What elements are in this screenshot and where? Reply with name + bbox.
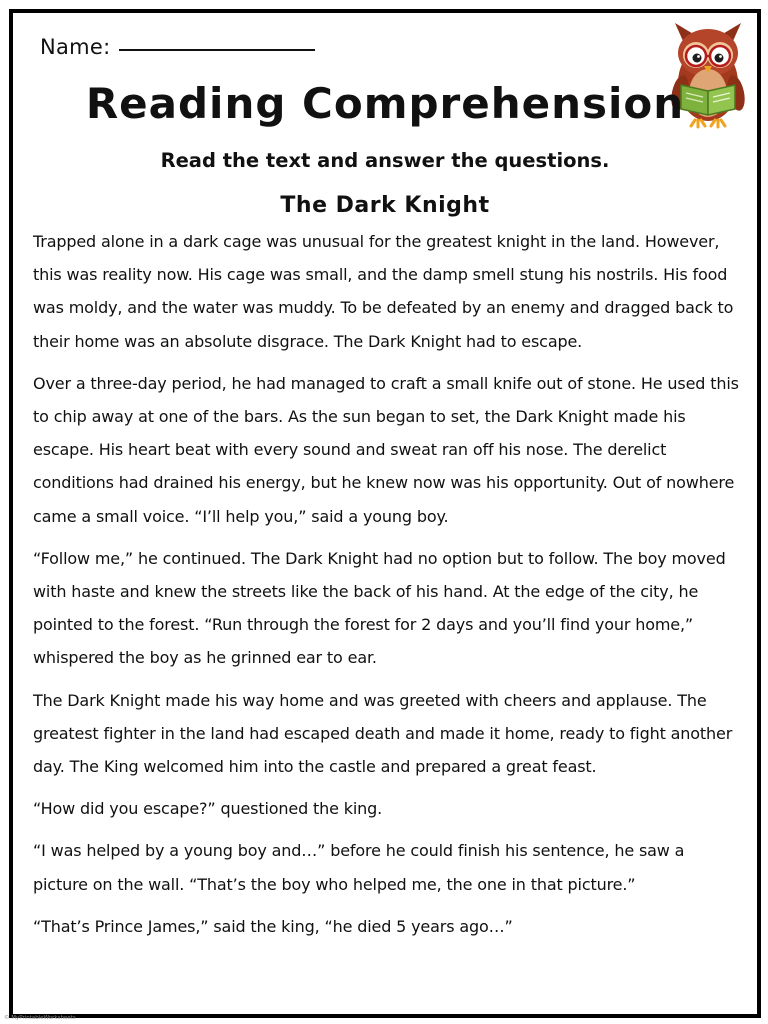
story-paragraph: “I was helped by a young boy and…” before he could finish his sentence, he saw a picture on the wall. “That’s the boy who helped me, the one in that picture.” xyxy=(33,841,685,894)
story-title: The Dark Knight xyxy=(280,193,490,218)
worksheet-page xyxy=(9,9,761,1018)
story-paragraph: The Dark Knight made his way home and was greeted with cheers and applause. The greatest fighter in the land had escaped death and made it home, ready to fight another day. The King welcomed him into the castle and prepared a great feast. xyxy=(33,690,733,777)
story-body xyxy=(33,225,739,952)
story-paragraph: Trapped alone in a dark cage was unusual for the greatest knight in the land. However, this was reality now. His cage was small, and the damp smell stung his nostrils. His food was moldy, and the water was muddy. To be defeated by an enemy and dragged back to their home was an absolute disgrace. The Dark Knight had to escape. xyxy=(33,232,734,351)
instructions-text: Read the text and answer the questions. xyxy=(160,149,610,172)
copyright-footer: © MyPrintableWorksheets xyxy=(4,1015,76,1021)
name-label: Name: xyxy=(40,35,111,59)
name-blank-line[interactable] xyxy=(119,49,315,51)
name-field[interactable] xyxy=(40,35,315,59)
story-paragraph: “How did you escape?” questioned the king. xyxy=(33,799,383,819)
story-paragraph: Over a three-day period, he had managed to craft a small knife out of stone. He used this to chip away at one of the bars. As the sun began to set, the Dark Knight made his escape. His heart beat with every sound and sweat ran off his nose. The derelict conditions had drained his energy, but he knew now was his opportunity. Out of nowhere came a small voice. “I’ll help you,” said a young boy. xyxy=(33,373,739,526)
page-title: Reading Comprehension xyxy=(85,79,685,128)
story-paragraph: “Follow me,” he continued. The Dark Knight had no option but to follow. The boy moved with haste and knew the streets like the back of his hand. At the edge of the city, he pointed to the forest. “Run through the forest for 2 days and you’ll find your home,” whispered the boy as he grinned ear to ear. xyxy=(33,548,726,668)
story-paragraph: “That’s Prince James,” said the king, “he died 5 years ago…” xyxy=(33,916,513,936)
